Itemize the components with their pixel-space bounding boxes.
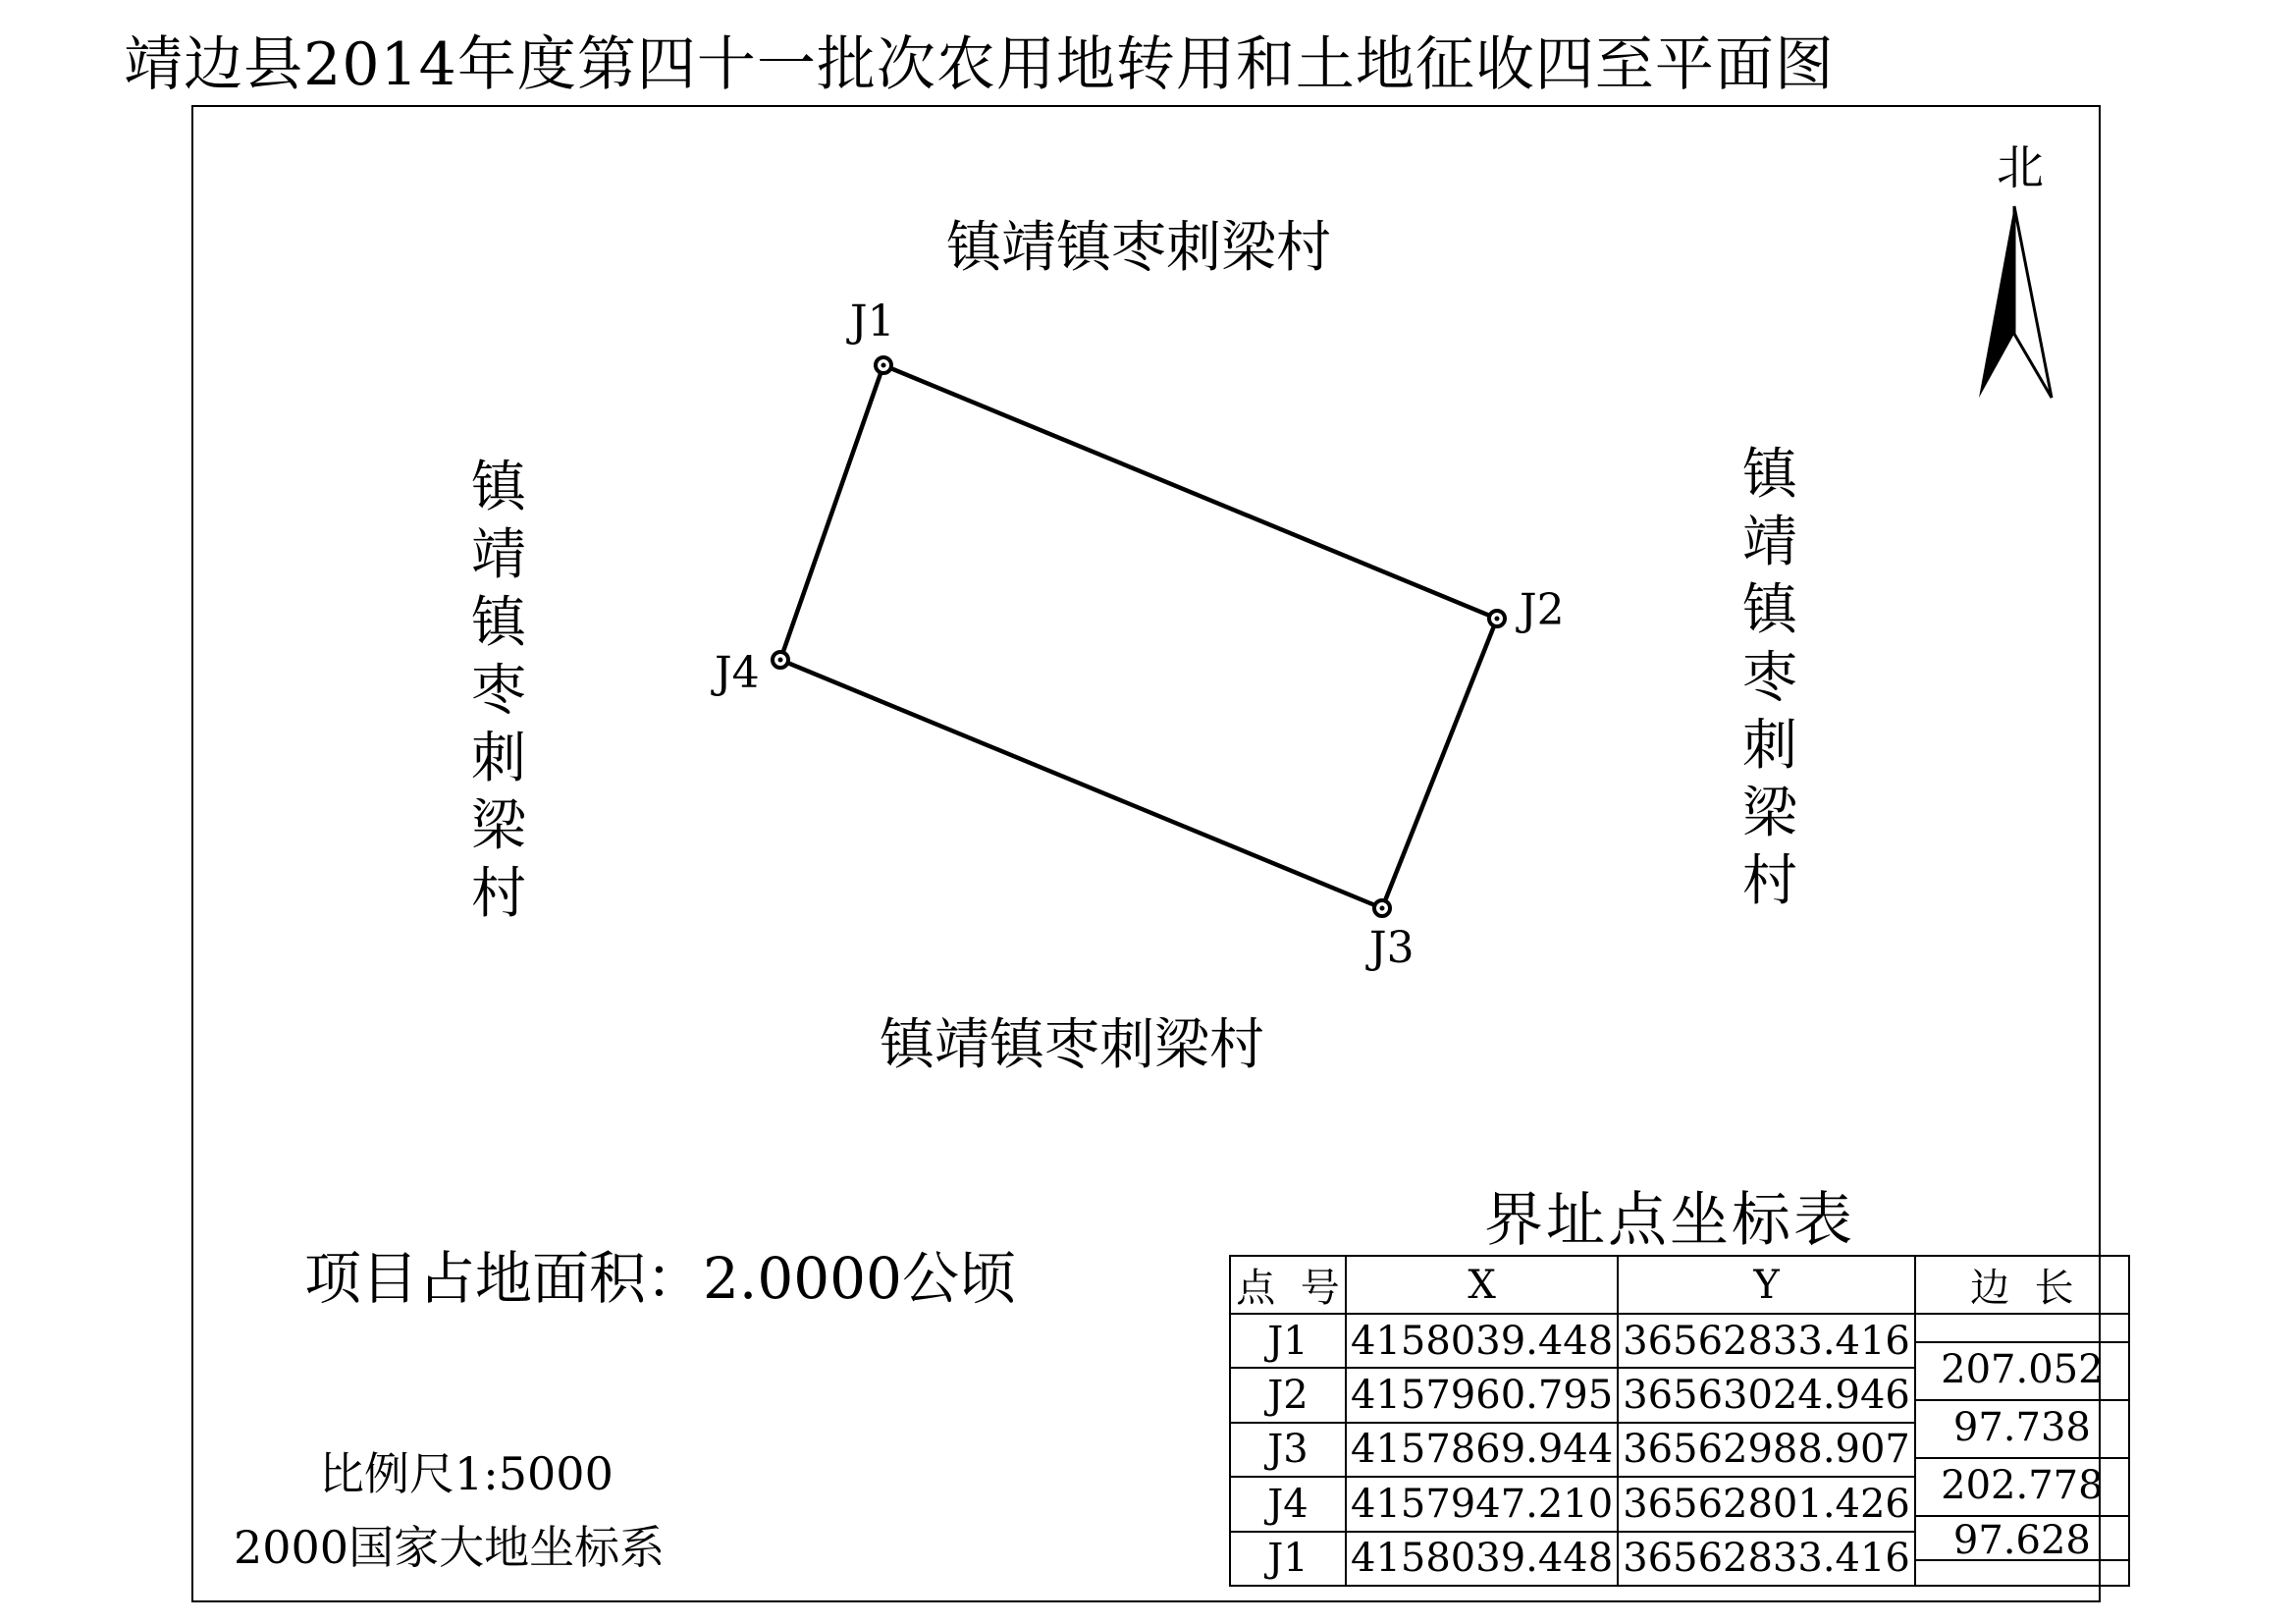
vertex-marker-j3 [1374, 900, 1390, 916]
vertex-marker-j4 [773, 652, 788, 668]
cell-x: 4157869.944 [1346, 1423, 1618, 1477]
cell-point: J1 [1230, 1532, 1346, 1586]
point-label-j1: J1 [850, 297, 895, 347]
table-row [1230, 1314, 2129, 1368]
cell-point: J4 [1230, 1477, 1346, 1531]
point-label-j4: J4 [715, 648, 760, 698]
cell-point: J2 [1230, 1368, 1346, 1422]
cell-y: 36562833.416 [1618, 1532, 1915, 1586]
cell-x: 4157947.210 [1346, 1477, 1618, 1531]
cell-point: J3 [1230, 1423, 1346, 1477]
header-point: 点 号 [1230, 1256, 1346, 1314]
neighbor-north-label: 镇靖镇枣刺梁村 [946, 216, 1331, 280]
neighbor-west-label: 镇靖镇枣刺梁村 [471, 456, 526, 926]
coordinate-table [1229, 1255, 2130, 1587]
vertex-marker-j2 [1489, 611, 1505, 626]
cell-y: 36563024.946 [1618, 1368, 1915, 1422]
map-title: 靖边县2014年度第四十一批次农用地转用和土地征收四至平面图 [124, 30, 1835, 99]
table-header-row [1230, 1256, 2129, 1314]
cell-point: J1 [1230, 1314, 1346, 1368]
cell-x: 4158039.448 [1346, 1314, 1618, 1368]
point-label-j2: J2 [1520, 585, 1565, 635]
neighbor-east-label: 镇靖镇枣刺梁村 [1742, 443, 1797, 913]
cell-x: 4158039.448 [1346, 1532, 1618, 1586]
neighbor-south-label: 镇靖镇枣刺梁村 [880, 1013, 1264, 1077]
edge-length-j1-j2: 207.052 [1941, 1347, 2104, 1392]
header-edge-length: 边 长 [1915, 1256, 2129, 1314]
north-label: 北 [1997, 140, 2045, 195]
coordinate-system-text: 2000国家大地坐标系 [234, 1521, 666, 1574]
cell-y: 36562833.416 [1618, 1314, 1915, 1368]
cell-x: 4157960.795 [1346, 1368, 1618, 1422]
cell-y: 36562988.907 [1618, 1423, 1915, 1477]
north-arrow-icon [1979, 206, 2052, 398]
coordinate-table-title: 界址点坐标表 [1484, 1186, 1855, 1255]
scale-text: 比例尺1:5000 [319, 1447, 614, 1500]
header-x: X [1346, 1256, 1618, 1314]
cell-y: 36562801.426 [1618, 1477, 1915, 1531]
header-y: Y [1618, 1256, 1915, 1314]
vertex-marker-j1 [876, 357, 891, 373]
point-label-j3: J3 [1369, 923, 1415, 973]
edge-length-column [1915, 1314, 2129, 1586]
edge-length-j2-j3: 97.738 [1952, 1405, 2091, 1450]
edge-length-j3-j4: 202.778 [1941, 1463, 2104, 1508]
parcel-boundary [780, 365, 1497, 908]
project-area-text: 项目占地面积：2.0000公顷 [304, 1245, 1016, 1312]
edge-length-j4-j1: 97.628 [1952, 1518, 2091, 1563]
